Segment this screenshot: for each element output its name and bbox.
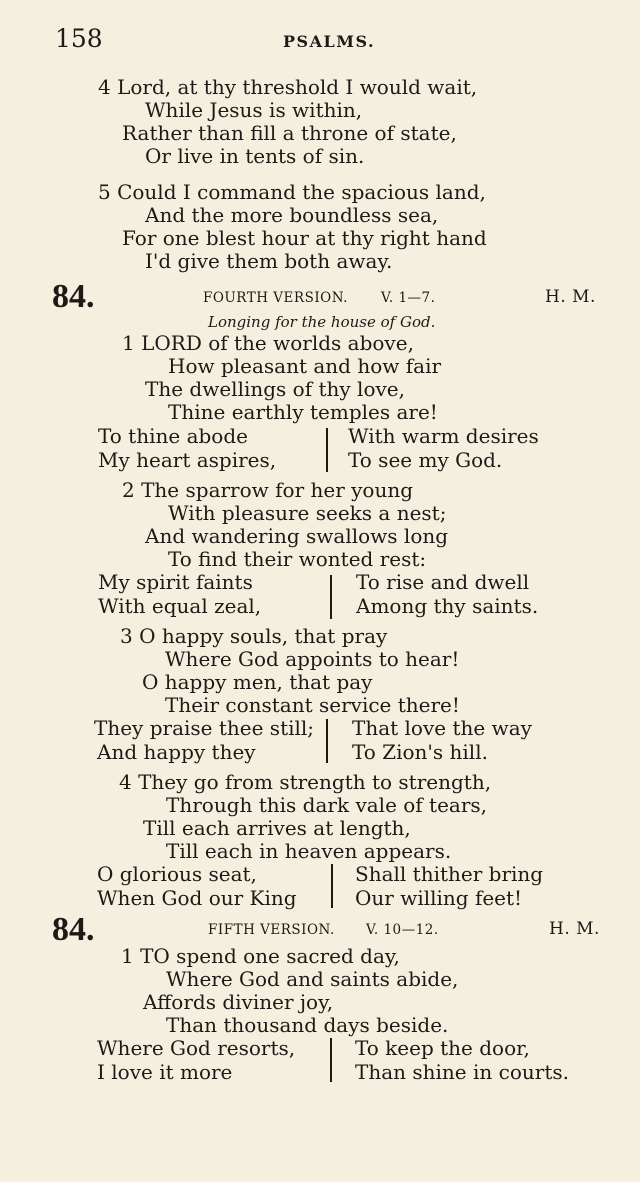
refrain-divider: [326, 719, 328, 763]
verse-line: Where God appoints to hear!: [165, 647, 460, 671]
refrain-right: Among thy saints.: [356, 594, 539, 618]
refrain-left: I love it more: [97, 1060, 233, 1084]
refrain-right: Our willing feet!: [355, 886, 523, 910]
verse-line: 4 Lord, at thy threshold I would wait,: [98, 75, 478, 99]
verse-line: For one blest hour at thy right hand: [122, 226, 487, 250]
verse-line: 5 Could I command the spacious land,: [98, 180, 486, 204]
refrain-right: Shall thither bring: [355, 862, 544, 886]
verse-line: While Jesus is within,: [145, 98, 363, 122]
verse-line: Affords diviner joy,: [143, 990, 334, 1014]
meter-label: H. M.: [549, 919, 600, 939]
refrain-left: To thine abode: [98, 424, 248, 448]
refrain-left: When God our King: [97, 886, 297, 910]
refrain-divider: [326, 428, 328, 472]
hymn-number: 84.: [52, 911, 95, 948]
verse-line: And the more boundless sea,: [145, 203, 439, 227]
refrain-left: Where God resorts,: [97, 1036, 296, 1060]
hymn-subtitle: Longing for the house of God.: [208, 313, 436, 331]
verse-line: 4 They go from strength to strength,: [119, 770, 492, 794]
refrain-divider: [330, 1038, 332, 1082]
refrain-left: My heart aspires,: [98, 448, 277, 472]
verse-line: Through this dark vale of tears,: [166, 793, 488, 817]
refrain-right: That love the way: [352, 716, 532, 740]
verse-line: I'd give them both away.: [145, 249, 393, 273]
refrain-right: With warm desires: [348, 424, 539, 448]
meter-label: H. M.: [545, 287, 596, 307]
refrain-right: To Zion's hill.: [352, 740, 488, 764]
refrain-left: And happy they: [97, 740, 256, 764]
refrain-right: To rise and dwell: [356, 570, 530, 594]
verse-range: V. 1—7.: [381, 290, 436, 306]
running-title: PSALMS.: [283, 32, 376, 51]
refrain-right: To see my God.: [348, 448, 503, 472]
refrain-right: Than shine in courts.: [355, 1060, 569, 1084]
refrain-left: My spirit faints: [98, 570, 253, 594]
verse-line: With pleasure seeks a nest;: [168, 501, 447, 525]
verse-line: How pleasant and how fair: [168, 354, 442, 378]
verse-range: V. 10—12.: [366, 922, 439, 938]
refrain-left: With equal zeal,: [98, 594, 262, 618]
verse-line: The dwellings of thy love,: [145, 377, 405, 401]
verse-line: And wandering swallows long: [145, 524, 449, 548]
verse-line: 1 TO spend one sacred day,: [121, 944, 400, 968]
version-heading: FOURTH VERSION.: [203, 290, 348, 306]
verse-line: Or live in tents of sin.: [145, 144, 365, 168]
refrain-left: O glorious seat,: [97, 862, 257, 886]
verse-line: Than thousand days beside.: [166, 1013, 449, 1037]
verse-line: O happy men, that pay: [142, 670, 373, 694]
verse-line: Thine earthly temples are!: [168, 400, 438, 424]
verse-line: 2 The sparrow for her young: [122, 478, 414, 502]
refrain-left: They praise thee still;: [94, 716, 315, 740]
verse-line: Till each arrives at length,: [143, 816, 411, 840]
refrain-divider: [330, 575, 332, 619]
refrain-right: To keep the door,: [355, 1036, 530, 1060]
refrain-divider: [331, 864, 333, 908]
version-heading: FIFTH VERSION.: [208, 922, 335, 938]
verse-line: Rather than fill a throne of state,: [122, 121, 457, 145]
verse-line: 1 LORD of the worlds above,: [122, 331, 414, 355]
verse-line: To find their wonted rest:: [168, 547, 427, 571]
verse-line: Till each in heaven appears.: [166, 839, 452, 863]
page-number: 158: [55, 24, 103, 53]
verse-line: Where God and saints abide,: [166, 967, 459, 991]
verse-line: 3 O happy souls, that pray: [120, 624, 388, 648]
hymn-number: 84.: [52, 278, 95, 315]
verse-line: Their constant service there!: [165, 693, 460, 717]
